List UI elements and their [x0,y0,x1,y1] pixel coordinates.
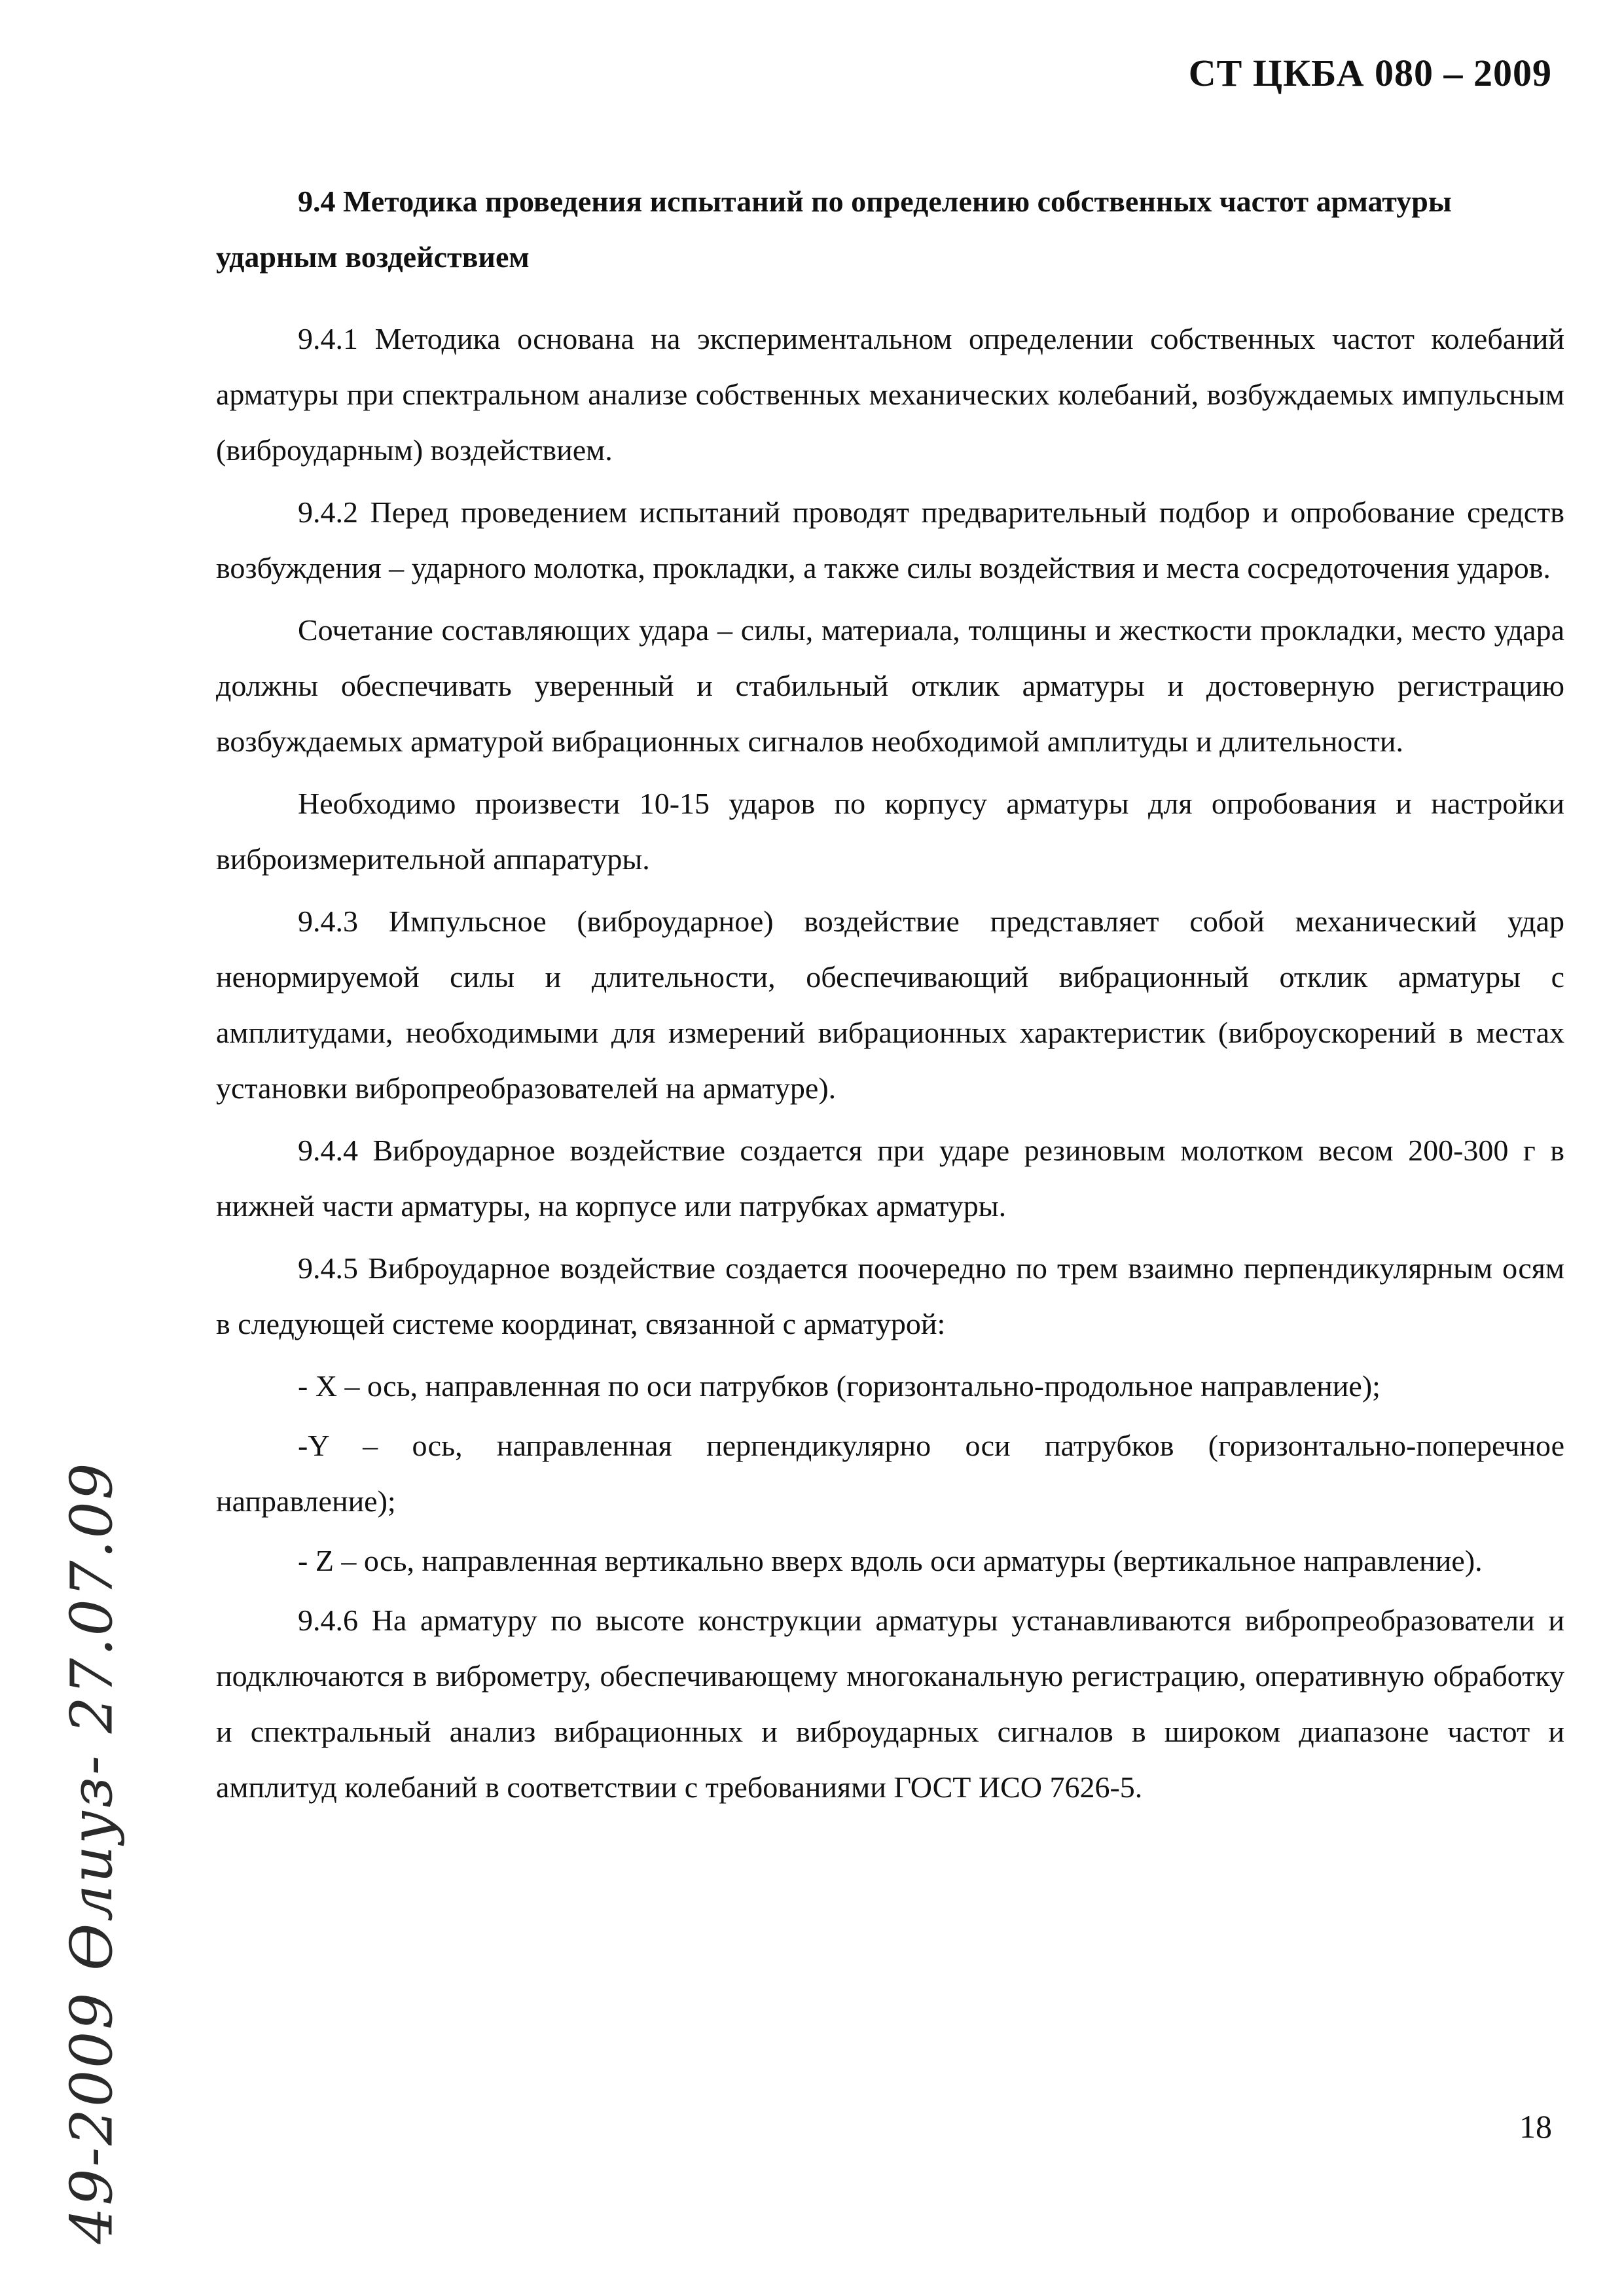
paragraph-9-4-6: 9.4.6 На арматуру по высоте конструкции арматуры устанавливаются вибропреобразователи и подключаются в виброметру, обеспечивающему многоканальную регистрацию, оперативную обработку и спектральный анализ вибрационных и виброударных сигналов в широком диапазоне частот и амплитуд колебаний в соответствии с требованиями ГОСТ ИСО 7626-5. [216,1604,1564,1804]
paragraph-9-4-2: 9.4.2 Перед проведением испытаний проводят предварительный подбор и опробование средств возбуждения – ударного молотка, прокладки, а также силы воздействия и места сосредоточения ударов. [216,495,1564,584]
paragraph-9-4-5: 9.4.5 Виброударное воздействие создается поочередно по трем взаимно перпендикулярным осям в следующей системе координат, связанной с арматурой: [216,1251,1564,1340]
section-title: 9.4 Методика проведения испытаний по определению собственных частот арматуры ударным воздействием [216,185,1452,274]
page-number: 18 [1519,2108,1552,2145]
paragraph-trial-impacts: Необходимо произвести 10-15 ударов по корпусу арматуры для опробования и настройки виброизмерительной аппаратуры. [216,787,1564,876]
paragraph-9-4-4: 9.4.4 Виброударное воздействие создается при ударе резиновым молотком весом 200-300 г в нижней части арматуры, на корпусе или патрубках арматуры. [216,1134,1564,1223]
axis-z-item: - Z – ось, направленная вертикально вверх вдоль оси арматуры (вертикальное направление). [298,1544,1483,1577]
axis-x-item: - X – ось, направленная по оси патрубков (горизонтально-продольное направление); [298,1369,1380,1403]
document-body [216,173,1564,1821]
axis-y-item: -Y – ось, направленная перпендикулярно оси патрубков (горизонтально-поперечное направление); [216,1429,1564,1518]
paragraph-9-4-1: 9.4.1 Методика основана на экспериментальном определении собственных частот колебаний арматуры при спектральном анализе собственных механических колебаний, возбуждаемых импульсным (виброударным) воздействием. [216,322,1564,467]
handwritten-stamp-text: 49-2009 Ѳлиуз- 27.07.09 [58,1460,126,2244]
paragraph-9-4-3: 9.4.3 Импульсное (виброударное) воздействие представляет собой механический удар ненормируемой силы и длительности, обеспечивающий вибрационный отклик арматуры с амплитудами, необходимыми для измерений вибрационных характеристик (виброускорений в местах установки вибропреобразователей на арматуре). [216,905,1564,1105]
document-code-header: СТ ЦКБА 080 – 2009 [1188,52,1552,94]
handwritten-registration-stamp [36,1427,147,2278]
paragraph-impact-components: Сочетание составляющих удара – силы, материала, толщины и жесткости прокладки, место удара должны обеспечивать уверенный и стабильный отклик арматуры и достоверную регистрацию возбуждаемых арматурой вибрационных сигналов необходимой амплитуды и длительности. [216,613,1564,758]
